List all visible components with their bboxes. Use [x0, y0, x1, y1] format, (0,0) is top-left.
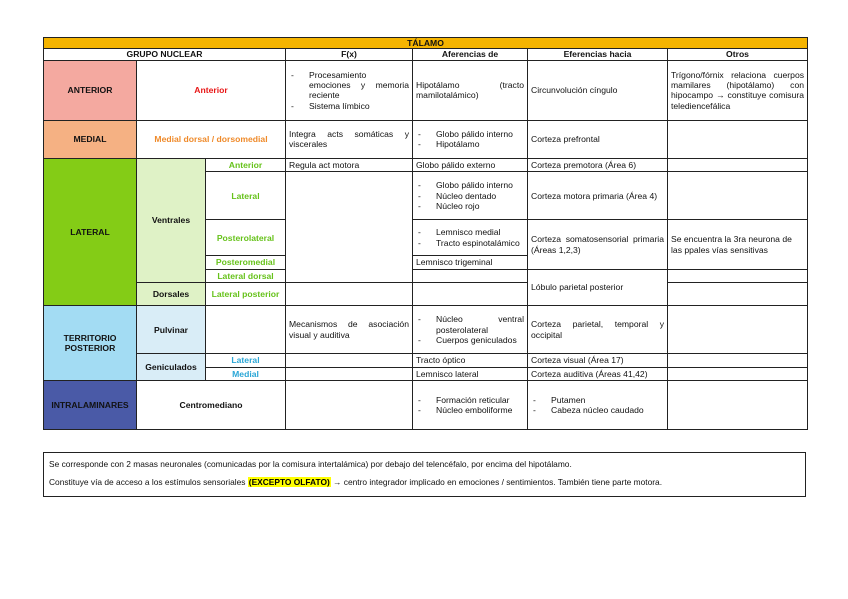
nucleus-medial-dorsal: Medial dorsal / dorsomedial	[137, 120, 286, 158]
medial-afferents	[413, 120, 528, 158]
thalamus-table	[43, 37, 808, 430]
nucleus-ventral-lateral: Lateral	[206, 172, 286, 220]
intralaminar-afferents	[413, 381, 528, 430]
nucleus-ventral-posterolateral: Posterolateral	[206, 220, 286, 256]
nucleus-ventral-posteromedial: Posteromedial	[206, 256, 286, 269]
group-medial: MEDIAL	[44, 120, 137, 158]
list-item: - Procesamiento emociones y memoria reciente	[289, 70, 409, 101]
ventral-posteromedial-afferents: Lemnisco trigeminal	[413, 256, 528, 269]
pulvinar-others	[668, 306, 808, 354]
nucleus-lateral-dorsal: Lateral dorsal	[206, 269, 286, 282]
subgroup-pulvinar: Pulvinar	[137, 306, 206, 354]
ventral-lateral-efferents: Corteza motora primaria (Área 4)	[528, 172, 668, 220]
table-title: TÁLAMO	[44, 38, 808, 49]
header-others: Otros	[668, 49, 808, 60]
geniculate-lateral-others	[668, 354, 808, 367]
list-item: - Lemnisco medial	[416, 227, 524, 237]
list-item: - Cuerpos geniculados	[416, 335, 524, 345]
geniculate-lateral-function	[286, 354, 413, 367]
ventral-lateral-function	[286, 172, 413, 283]
note-line-1: Se corresponde con 2 masas neuronales (comunicadas por la comisura intertalámica) por debajo del telencéfalo, por encima del hipotálamo.	[49, 459, 572, 469]
lateral-dorsal-others	[668, 269, 808, 282]
geniculate-medial-efferents: Corteza auditiva (Áreas 41,42)	[528, 367, 668, 380]
list-item: - Globo pálido interno	[416, 180, 524, 190]
medial-others	[668, 120, 808, 158]
notes-box	[43, 452, 806, 497]
intralaminar-others	[668, 381, 808, 430]
note-line-2	[49, 477, 662, 487]
geniculate-medial-afferents: Lemnisco lateral	[413, 367, 528, 380]
ventral-posterior-others: Se encuentra la 3ra neurona de las ppales vías sensitivas	[668, 220, 808, 269]
subgroup-dorsales: Dorsales	[137, 283, 206, 306]
lateral-dorsal-efferents: Lóbulo parietal posterior	[528, 269, 668, 305]
subgroup-geniculados: Geniculados	[137, 354, 206, 381]
ventral-posterolateral-afferents	[413, 220, 528, 256]
anterior-others: Trígono/fórnix relaciona cuerpos mamilares (hipotálamo) con hipocampo → constituye comisura telediencefálica	[668, 60, 808, 120]
intralaminar-function	[286, 381, 413, 430]
note-line-2-end: → centro integrador implicado en emociones / sentimientos. También tiene parte motora.	[330, 477, 663, 487]
ventral-anterior-efferents: Corteza premotora (Área 6)	[528, 158, 668, 171]
group-anterior: ANTERIOR	[44, 60, 137, 120]
ventral-lateral-afferents	[413, 172, 528, 220]
anterior-efferents: Circunvolución cíngulo	[528, 60, 668, 120]
geniculate-medial-others	[668, 367, 808, 380]
medial-function: Integra acts somáticas y viscerales	[286, 120, 413, 158]
group-lateral: LATERAL	[44, 158, 137, 305]
nucleus-centromediano: Centromediano	[137, 381, 286, 430]
pulvinar-function: Mecanismos de asociación visual y auditiva	[286, 306, 413, 354]
pulvinar-efferents: Corteza parietal, temporal y occipital	[528, 306, 668, 354]
ventral-anterior-afferents: Globo pálido externo	[413, 158, 528, 171]
list-item: - Putamen	[531, 395, 664, 405]
subgroup-ventrales: Ventrales	[137, 158, 206, 282]
list-item: - Sistema límbico	[289, 101, 409, 111]
list-item: - Formación reticular	[416, 395, 524, 405]
list-item: - Núcleo emboliforme	[416, 405, 524, 415]
header-function: F(x)	[286, 49, 413, 60]
note-line-2-start: Constituye vía de acceso a los estímulos sensoriales	[49, 477, 248, 487]
anterior-function	[286, 60, 413, 120]
lateral-dorsal-afferents	[413, 269, 528, 282]
pulvinar-afferents	[413, 306, 528, 354]
pulvinar-empty	[206, 306, 286, 354]
group-posterior: TERRITORIO POSTERIOR	[44, 306, 137, 381]
anterior-afferents: Hipotálamo (tracto mamilotalámico)	[413, 60, 528, 120]
group-intralaminar: INTRALAMINARES	[44, 381, 137, 430]
nucleus-ventral-anterior: Anterior	[206, 158, 286, 171]
ventral-lateral-others	[668, 172, 808, 220]
nucleus-geniculate-lateral: Lateral	[206, 354, 286, 367]
ventral-posterior-efferents: Corteza somatosensorial primaria (Áreas 1,2,3)	[528, 220, 668, 269]
header-group: GRUPO NUCLEAR	[44, 49, 286, 60]
intralaminar-efferents	[528, 381, 668, 430]
list-item: - Núcleo ventral posterolateral	[416, 314, 524, 335]
medial-efferents: Corteza prefrontal	[528, 120, 668, 158]
ventral-anterior-others	[668, 158, 808, 171]
nucleus-anterior: Anterior	[137, 60, 286, 120]
nucleus-geniculate-medial: Medial	[206, 367, 286, 380]
geniculate-lateral-afferents: Tracto óptico	[413, 354, 528, 367]
list-item: - Cabeza núcleo caudado	[531, 405, 664, 415]
lateral-posterior-afferents	[413, 283, 528, 306]
list-item: - Hipotálamo	[416, 139, 524, 149]
lateral-posterior-function	[286, 283, 413, 306]
geniculate-medial-function	[286, 367, 413, 380]
note-highlight: (EXCEPTO OLFATO)	[248, 477, 330, 487]
geniculate-lateral-efferents: Corteza visual (Área 17)	[528, 354, 668, 367]
lateral-posterior-others	[668, 283, 808, 306]
list-item: - Globo pálido interno	[416, 129, 524, 139]
list-item: - Núcleo dentado	[416, 191, 524, 201]
ventral-anterior-function: Regula act motora	[286, 158, 413, 171]
header-efferents: Eferencias hacia	[528, 49, 668, 60]
list-item: - Núcleo rojo	[416, 201, 524, 211]
list-item: - Tracto espinotalámico	[416, 238, 524, 248]
header-afferents: Aferencias de	[413, 49, 528, 60]
nucleus-lateral-posterior: Lateral posterior	[206, 283, 286, 306]
